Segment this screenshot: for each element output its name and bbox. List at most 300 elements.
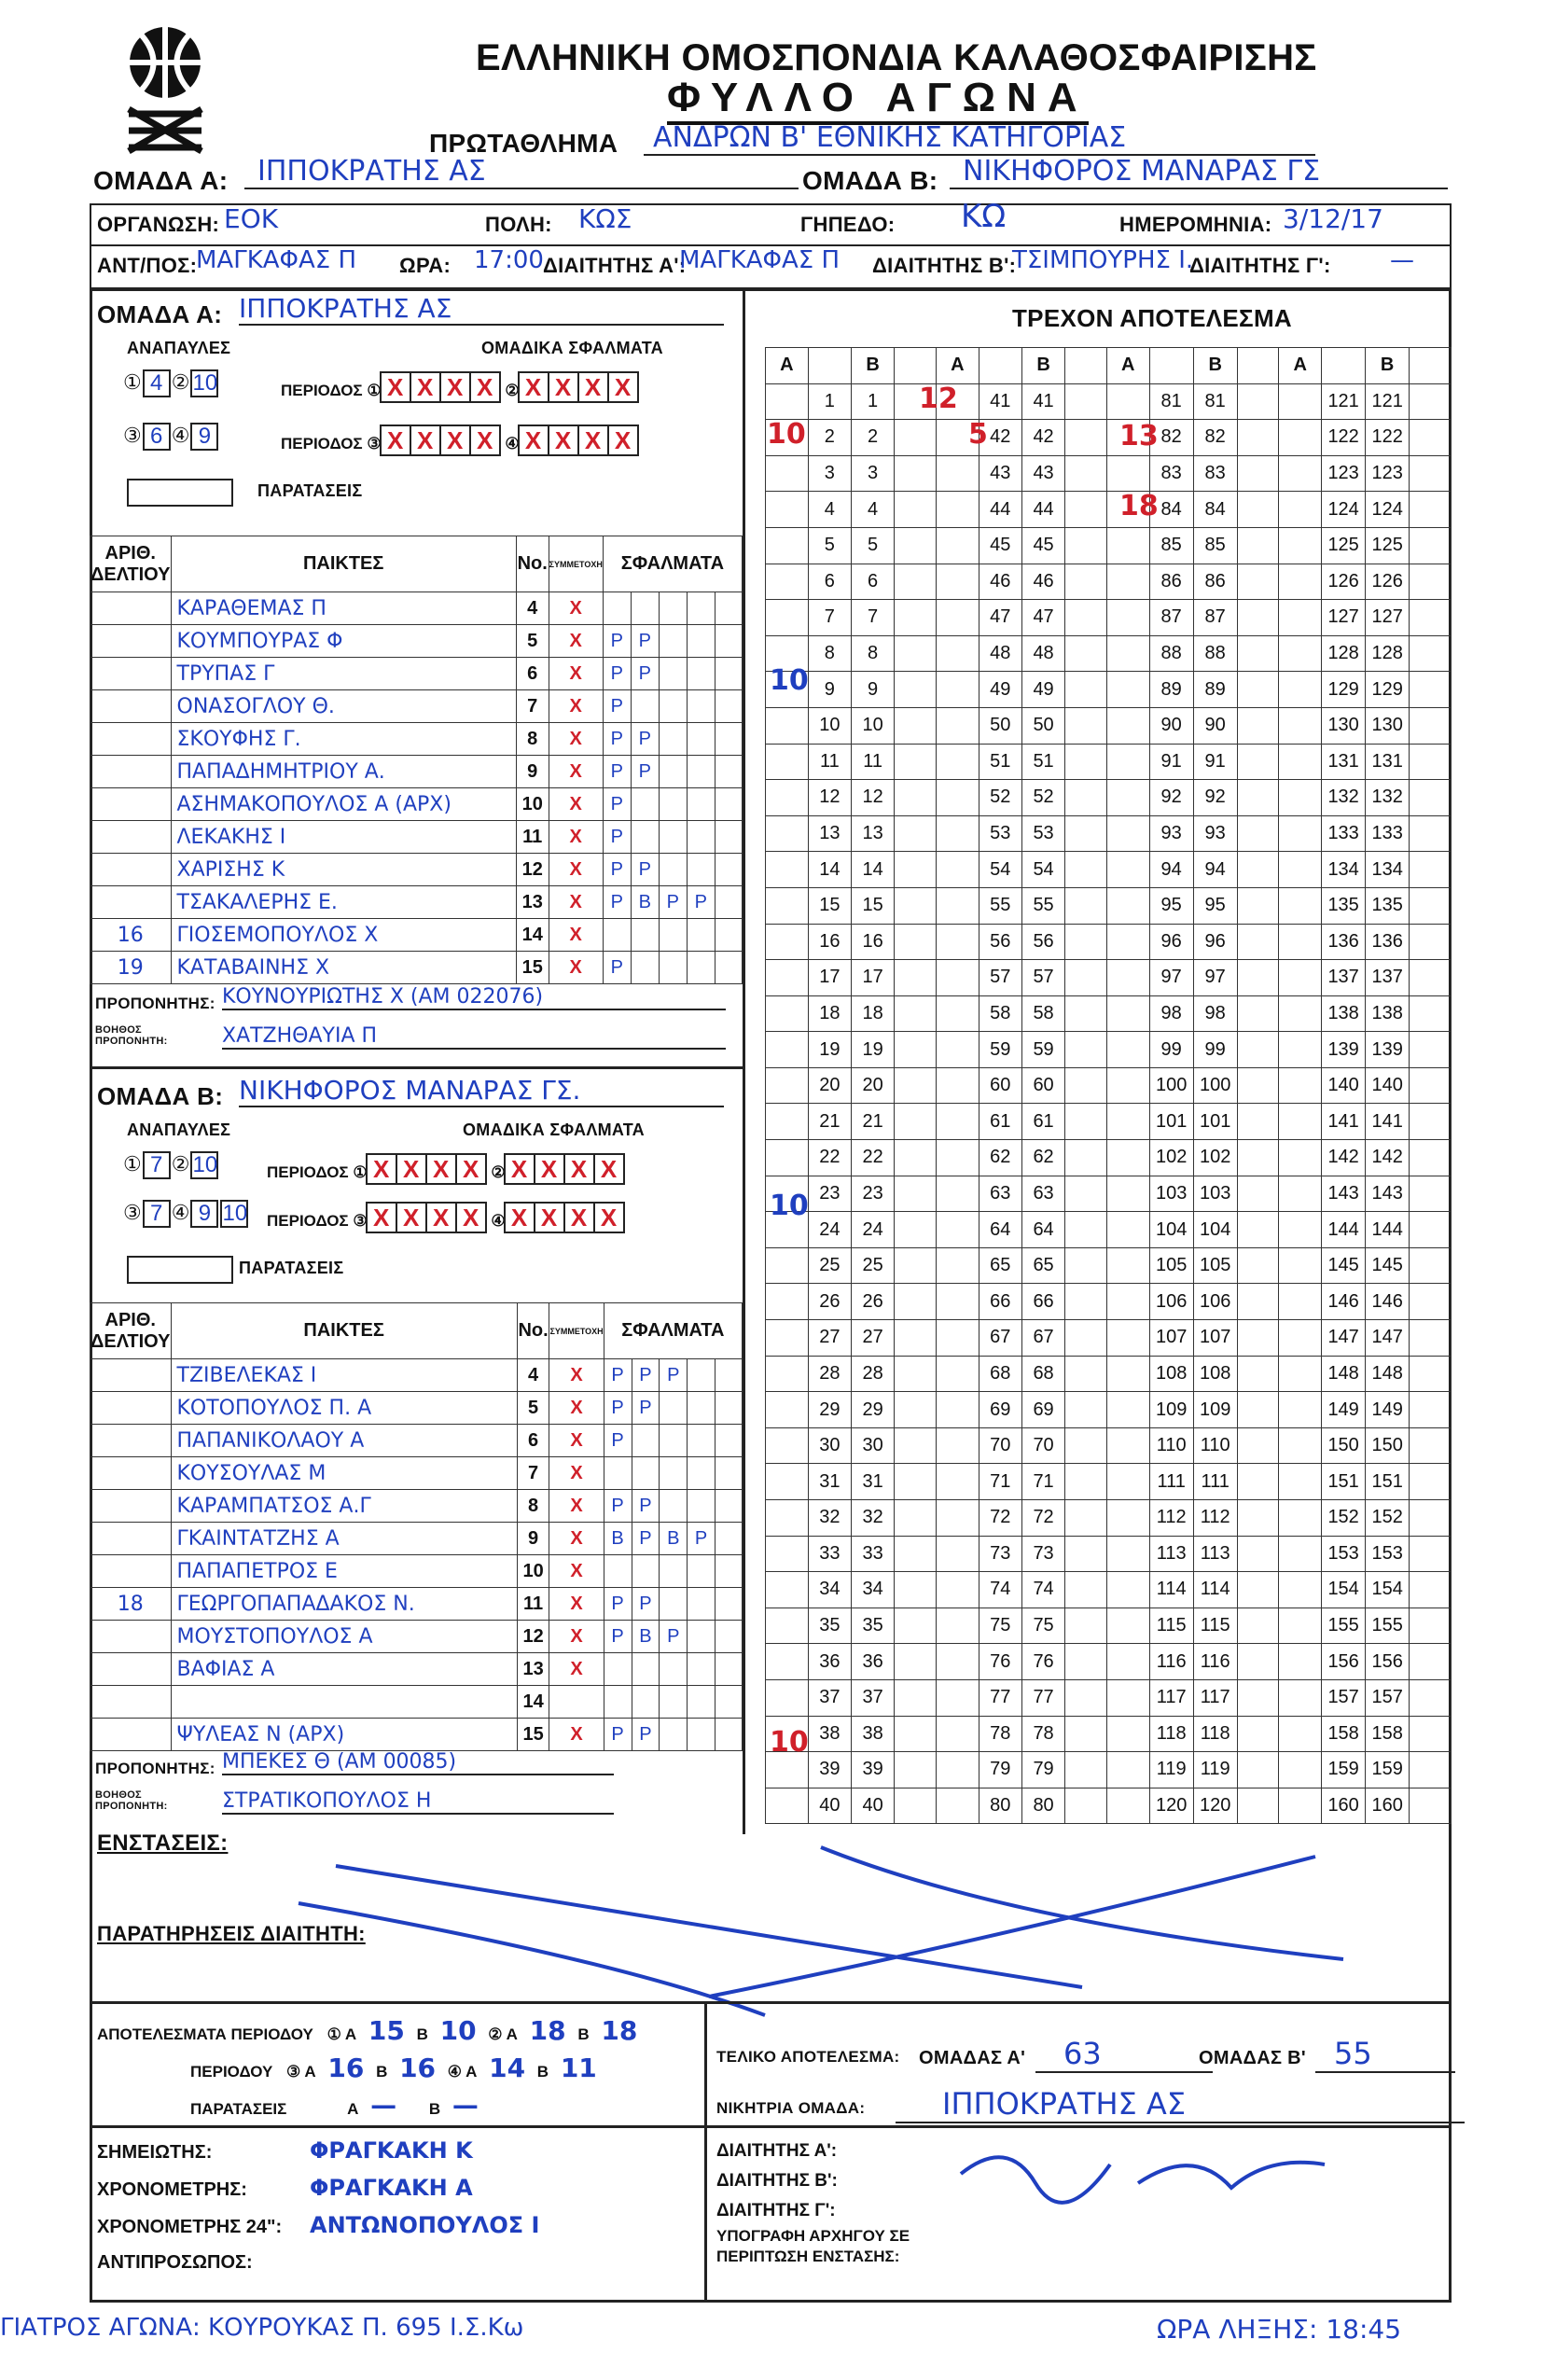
score-mark-b[interactable] [895,1427,937,1464]
score-mark-a[interactable] [1279,1572,1322,1608]
p2-b[interactable]: 18 [601,2015,638,2046]
foul-cell[interactable]: P [604,1392,632,1425]
ref-b-value[interactable]: ΤΣΙΜΠΟΥΡΗΣ Ι. [1012,246,1194,274]
score-mark-b[interactable] [895,1247,937,1284]
foul-cell[interactable] [715,1621,743,1653]
score-mark-a[interactable] [766,1104,809,1140]
ref-c-value[interactable]: — [1390,246,1414,274]
player-name[interactable]: ΣΚΟΥΦΗΣ Γ. [171,723,516,756]
score-mark-b[interactable] [895,1608,937,1644]
player-licence[interactable] [90,723,172,756]
score-mark-b[interactable] [1410,1067,1452,1104]
score-mark-a[interactable] [1106,1140,1149,1176]
score-mark-b[interactable] [1237,635,1279,672]
foul-cell[interactable] [687,788,715,821]
score-mark-b[interactable] [1237,1140,1279,1176]
player-licence[interactable] [90,886,172,919]
player-licence[interactable] [90,592,172,625]
foul-cell[interactable] [688,1457,715,1490]
score-mark-a[interactable] [936,1212,979,1248]
score-mark-b[interactable] [1065,887,1107,924]
score-mark-a[interactable] [1106,1427,1149,1464]
foul-cell[interactable]: P [603,625,631,658]
team-b-block-name[interactable]: ΝΙΚΗΦΟΡΟΣ ΜΑΝΑΡΑΣ ΓΣ. [239,1075,724,1107]
score-mark-a[interactable] [936,1176,979,1212]
score-mark-b[interactable] [1065,1644,1107,1680]
foul-cell[interactable] [660,1425,688,1457]
score-mark-a[interactable] [936,960,979,996]
score-mark-a[interactable] [766,1608,809,1644]
score-mark-b[interactable] [1410,420,1452,456]
timeout-box[interactable]: 4 [143,369,171,397]
score-mark-b[interactable] [1065,1284,1107,1320]
player-name[interactable]: ΓΚΑΙΝΤΑΤΖΗΣ Α [171,1523,517,1555]
score-mark-b[interactable] [1410,1644,1452,1680]
score-mark-a[interactable] [766,383,809,420]
score-mark-b[interactable] [895,924,937,960]
score-mark-b[interactable] [1410,527,1452,564]
player-name[interactable]: ΜΟΥΣΤΟΠΟΥΛΟΣ Α [171,1621,517,1653]
p1-b[interactable]: 10 [439,2015,477,2046]
played-mark[interactable]: X [549,625,603,658]
team-a-block-name[interactable]: ΙΠΠΟΚΡΑΤΗΣ ΑΣ [239,293,724,326]
ot-a[interactable]: — [370,2090,397,2121]
score-mark-a[interactable] [1106,1536,1149,1572]
score-mark-a[interactable] [766,1356,809,1392]
foul-cell[interactable] [688,1621,715,1653]
player-licence[interactable]: 18 [90,1588,172,1621]
score-mark-a[interactable] [766,1320,809,1357]
score-mark-a[interactable] [1279,1212,1322,1248]
score-mark-b[interactable] [1237,1356,1279,1392]
score-mark-a[interactable] [1279,1679,1322,1716]
player-name[interactable]: ΟΝΑΣΟΓΛΟΥ Θ. [171,690,516,723]
score-mark-a[interactable] [936,1500,979,1537]
score-mark-b[interactable] [895,960,937,996]
foul-cell[interactable] [688,1686,715,1719]
played-mark[interactable]: X [549,723,603,756]
foul-cell[interactable]: P [659,886,687,919]
score-mark-a[interactable] [936,852,979,888]
foul-cell[interactable] [687,821,715,854]
score-mark-b[interactable] [1237,1536,1279,1572]
score-mark-a[interactable] [936,1104,979,1140]
foul-cell[interactable] [604,1457,632,1490]
score-mark-a[interactable] [936,744,979,780]
score-mark-b[interactable] [1237,960,1279,996]
score-mark-a[interactable] [1279,1032,1322,1068]
score-mark-b[interactable] [1065,1752,1107,1788]
foul-cell[interactable] [659,690,687,723]
score-mark-b[interactable] [1237,1752,1279,1788]
score-mark-b[interactable] [895,1536,937,1572]
score-mark-b[interactable] [1410,1392,1452,1428]
score-mark-a[interactable] [1106,1320,1149,1357]
played-mark[interactable]: X [549,1588,604,1621]
score-mark-b[interactable] [1410,815,1452,852]
score-mark-a[interactable] [1279,1427,1322,1464]
score-mark-b[interactable] [895,527,937,564]
foul-cell[interactable] [687,592,715,625]
score-mark-a[interactable] [936,1536,979,1572]
score-mark-b[interactable] [1065,1716,1107,1752]
foul-cell[interactable]: P [632,1588,660,1621]
score-mark-b[interactable] [895,564,937,600]
score-mark-b[interactable] [1410,1572,1452,1608]
score-mark-a[interactable] [766,1536,809,1572]
score-mark-b[interactable] [1065,1104,1107,1140]
score-mark-b[interactable] [1410,1716,1452,1752]
played-mark[interactable]: X [549,854,603,886]
score-mark-a[interactable] [1106,1356,1149,1392]
foul-cell[interactable]: P [603,886,631,919]
score-mark-b[interactable] [1065,1788,1107,1824]
score-mark-a[interactable] [1279,1140,1322,1176]
foul-cell[interactable] [631,788,659,821]
score-mark-a[interactable] [1279,815,1322,852]
foul-cell[interactable] [632,1425,660,1457]
score-mark-b[interactable] [895,1140,937,1176]
player-name[interactable]: ΤΣΑΚΑΛΕΡΗΣ Ε. [171,886,516,919]
foul-cell[interactable] [659,952,687,984]
city-value[interactable]: ΚΩΣ [578,203,632,234]
foul-cell[interactable] [660,1555,688,1588]
player-licence[interactable] [90,1457,172,1490]
score-mark-a[interactable] [1279,1608,1322,1644]
timer-value[interactable]: ΦΡΑΓΚΑΚΗ Α [310,2175,473,2201]
foul-cell[interactable]: P [603,952,631,984]
score-mark-a[interactable] [936,635,979,672]
player-licence[interactable] [90,1686,172,1719]
score-mark-a[interactable] [1279,1788,1322,1824]
player-name[interactable]: ΓΕΩΡΓΟΠΑΠΑΔΑΚΟΣ Ν. [171,1588,517,1621]
score-mark-a[interactable] [1106,887,1149,924]
foul-cell[interactable] [632,1555,660,1588]
score-mark-a[interactable] [1279,960,1322,996]
score-mark-b[interactable] [1410,1500,1452,1537]
score-mark-a[interactable] [936,492,979,528]
player-name[interactable]: ΓΙΟΣΕΜΟΠΟΥΛΟΣ Χ [171,919,516,952]
score-mark-a[interactable] [936,707,979,744]
player-licence[interactable] [90,625,172,658]
final-a[interactable]: 63 [1035,2036,1213,2073]
score-mark-a[interactable] [1106,1716,1149,1752]
foul-cell[interactable] [715,952,742,984]
player-name[interactable]: ΤΖΙΒΕΛΕΚΑΣ Ι [171,1359,517,1392]
score-mark-b[interactable] [1237,995,1279,1032]
assistant-b[interactable]: ΣΤΡΑΤΙΚΟΠΟΥΛΟΣ Η [222,1789,614,1815]
foul-cell[interactable] [603,919,631,952]
score-mark-a[interactable] [766,995,809,1032]
player-licence[interactable]: 19 [90,952,172,984]
score-mark-a[interactable] [1279,420,1322,456]
score-mark-b[interactable] [1410,1176,1452,1212]
foul-cell[interactable] [715,690,742,723]
foul-cell[interactable] [715,1653,743,1686]
score-mark-b[interactable] [1237,1572,1279,1608]
score-mark-b[interactable] [895,1679,937,1716]
score-mark-a[interactable] [766,887,809,924]
foul-cell[interactable] [715,592,742,625]
foul-cell[interactable] [659,788,687,821]
foul-cell[interactable] [604,1555,632,1588]
score-mark-b[interactable] [895,1752,937,1788]
score-mark-a[interactable] [766,707,809,744]
foul-cell[interactable]: P [632,1392,660,1425]
score-mark-b[interactable] [1237,1464,1279,1500]
score-mark-a[interactable] [936,527,979,564]
foul-cell[interactable] [659,756,687,788]
foul-cell[interactable]: P [660,1621,688,1653]
foul-cell[interactable]: P [631,723,659,756]
player-licence[interactable] [90,1719,172,1751]
score-mark-b[interactable] [895,1067,937,1104]
p2-a[interactable]: 18 [529,2015,566,2046]
score-mark-a[interactable] [766,852,809,888]
foul-cell[interactable]: B [631,886,659,919]
p1-a[interactable]: 15 [368,2015,405,2046]
coach-a[interactable]: ΚΟΥΝΟΥΡΙΩΤΗΣ Χ (ΑΜ 022076) [222,985,726,1010]
foul-cell[interactable] [632,1457,660,1490]
score-mark-a[interactable] [766,815,809,852]
score-mark-b[interactable] [1065,1464,1107,1500]
score-mark-b[interactable] [1065,455,1107,492]
foul-cell[interactable] [687,658,715,690]
score-mark-b[interactable] [1065,527,1107,564]
foul-cell[interactable] [688,1719,715,1751]
foul-cell[interactable]: P [631,625,659,658]
score-mark-a[interactable] [936,887,979,924]
player-name[interactable]: ΚΑΡΑΘΕΜΑΣ Π [171,592,516,625]
score-mark-a[interactable] [1279,1752,1322,1788]
foul-cell[interactable] [688,1653,715,1686]
score-mark-b[interactable] [895,1212,937,1248]
foul-cell[interactable] [715,886,742,919]
score-mark-b[interactable] [1410,1284,1452,1320]
score-mark-b[interactable] [1065,1536,1107,1572]
played-mark[interactable]: X [549,1490,604,1523]
score-mark-b[interactable] [1065,383,1107,420]
foul-cell[interactable]: P [603,788,631,821]
foul-cell[interactable] [715,1425,743,1457]
player-licence[interactable] [90,1392,172,1425]
score-mark-b[interactable] [895,600,937,636]
score-mark-a[interactable] [1279,527,1322,564]
score-mark-b[interactable] [1410,672,1452,708]
foul-cell[interactable] [632,1686,660,1719]
score-mark-b[interactable] [1237,1679,1279,1716]
timer24-value[interactable]: ΑΝΤΩΝΟΠΟΥΛΟΣ Ι [310,2212,540,2238]
score-mark-b[interactable] [1410,635,1452,672]
score-mark-a[interactable] [766,1464,809,1500]
score-mark-a[interactable] [1279,924,1322,960]
score-mark-b[interactable] [1237,1104,1279,1140]
score-mark-b[interactable] [1237,564,1279,600]
foul-cell[interactable] [715,821,742,854]
score-mark-b[interactable] [895,707,937,744]
score-mark-a[interactable] [1106,1464,1149,1500]
score-mark-b[interactable] [1410,1032,1452,1068]
player-name[interactable]: ΠΑΠΑΝΙΚΟΛΑΟΥ Α [171,1425,517,1457]
score-mark-b[interactable] [895,995,937,1032]
foul-cell[interactable] [632,1653,660,1686]
player-licence[interactable] [90,1359,172,1392]
foul-cell[interactable] [687,854,715,886]
score-mark-a[interactable] [766,492,809,528]
score-mark-b[interactable] [895,1464,937,1500]
assistant-a[interactable]: ΧΑΤΖΗΘΑΥΙΑ Π [222,1024,726,1050]
score-mark-b[interactable] [1410,1536,1452,1572]
score-mark-a[interactable] [1279,744,1322,780]
foul-cell[interactable] [715,1686,743,1719]
foul-cell[interactable] [659,723,687,756]
score-mark-a[interactable] [1106,383,1149,420]
foul-cell[interactable] [659,821,687,854]
played-mark[interactable]: X [549,1555,604,1588]
score-mark-b[interactable] [1410,924,1452,960]
score-mark-a[interactable] [1106,924,1149,960]
foul-cell[interactable] [603,592,631,625]
score-mark-a[interactable] [1279,1067,1322,1104]
foul-cell[interactable] [631,919,659,952]
score-mark-a[interactable] [1106,1752,1149,1788]
foul-cell[interactable]: P [603,690,631,723]
score-mark-b[interactable] [1065,960,1107,996]
score-mark-b[interactable] [1065,1247,1107,1284]
player-name[interactable]: ΚΟΤΟΠΟΥΛΟΣ Π. Α [171,1392,517,1425]
score-mark-b[interactable] [1065,780,1107,816]
score-mark-b[interactable] [895,420,937,456]
score-mark-b[interactable] [1065,1032,1107,1068]
score-mark-a[interactable] [1279,780,1322,816]
final-b[interactable]: 55 [1315,2036,1455,2073]
score-mark-a[interactable] [1106,1500,1149,1537]
foul-cell[interactable] [715,1490,743,1523]
played-mark[interactable]: X [549,1457,604,1490]
score-mark-a[interactable] [1279,1247,1322,1284]
score-mark-a[interactable] [1279,1320,1322,1357]
foul-cell[interactable] [659,592,687,625]
score-mark-a[interactable] [936,1427,979,1464]
foul-cell[interactable] [660,1457,688,1490]
score-mark-b[interactable] [1065,600,1107,636]
score-mark-b[interactable] [1065,1320,1107,1357]
player-licence[interactable] [90,1653,172,1686]
player-licence[interactable]: 16 [90,919,172,952]
score-mark-a[interactable] [1279,1464,1322,1500]
score-mark-b[interactable] [1237,527,1279,564]
foul-cell[interactable] [715,1719,743,1751]
score-mark-a[interactable] [936,815,979,852]
foul-cell[interactable] [715,1588,743,1621]
score-mark-b[interactable] [895,887,937,924]
foul-cell[interactable] [715,854,742,886]
score-mark-a[interactable] [1279,455,1322,492]
foul-cell[interactable]: P [603,658,631,690]
championship-field[interactable]: ΑΝΔΡΩΝ Β' ΕΘΝΙΚΗΣ ΚΑΤΗΓΟΡΙΑΣ [644,121,1315,156]
score-mark-a[interactable] [1106,1608,1149,1644]
score-mark-b[interactable] [895,1356,937,1392]
time-value[interactable]: 17:00 [474,246,544,274]
p4-b[interactable]: 11 [560,2053,597,2083]
score-mark-a[interactable] [936,1644,979,1680]
foul-cell[interactable] [715,919,742,952]
foul-cell[interactable] [715,658,742,690]
score-mark-b[interactable] [1410,780,1452,816]
score-mark-b[interactable] [1410,1752,1452,1788]
score-mark-b[interactable] [1065,1500,1107,1537]
score-mark-a[interactable] [936,924,979,960]
score-mark-b[interactable] [1410,707,1452,744]
score-mark-b[interactable] [1237,672,1279,708]
played-mark[interactable]: X [549,886,603,919]
score-mark-b[interactable] [1237,780,1279,816]
score-mark-b[interactable] [1237,815,1279,852]
score-mark-b[interactable] [895,1320,937,1357]
score-mark-b[interactable] [1237,1716,1279,1752]
foul-cell[interactable] [688,1392,715,1425]
score-mark-b[interactable] [1065,1212,1107,1248]
player-licence[interactable] [90,756,172,788]
score-mark-a[interactable] [1106,1679,1149,1716]
score-mark-a[interactable] [766,1140,809,1176]
foul-cell[interactable]: P [603,854,631,886]
foul-cell[interactable] [688,1490,715,1523]
score-mark-a[interactable] [1106,707,1149,744]
score-mark-b[interactable] [1410,852,1452,888]
score-mark-a[interactable] [1106,1284,1149,1320]
foul-cell[interactable]: P [688,1523,715,1555]
score-mark-a[interactable] [1106,564,1149,600]
score-mark-b[interactable] [1237,1500,1279,1537]
score-mark-a[interactable] [766,960,809,996]
score-mark-a[interactable] [766,1644,809,1680]
foul-cell[interactable] [688,1359,715,1392]
player-name[interactable]: ΛΕΚΑΚΗΣ Ι [171,821,516,854]
foul-cell[interactable]: P [603,723,631,756]
score-mark-a[interactable] [766,1284,809,1320]
score-mark-a[interactable] [1106,1788,1149,1824]
foul-cell[interactable]: P [604,1490,632,1523]
team-b-field[interactable]: ΝΙΚΗΦΟΡΟΣ ΜΑΝΑΡΑΣ ΓΣ [950,155,1448,189]
score-mark-a[interactable] [936,1752,979,1788]
score-mark-b[interactable] [1065,1356,1107,1392]
score-mark-a[interactable] [1279,383,1322,420]
score-mark-a[interactable] [936,1284,979,1320]
score-mark-b[interactable] [895,852,937,888]
p4-a[interactable]: 14 [489,2053,526,2083]
score-mark-a[interactable] [766,1067,809,1104]
score-mark-a[interactable] [1279,1644,1322,1680]
player-licence[interactable] [90,658,172,690]
score-mark-b[interactable] [1237,1284,1279,1320]
score-mark-b[interactable] [1065,1067,1107,1104]
foul-cell[interactable] [715,1523,743,1555]
foul-cell[interactable] [687,690,715,723]
foul-cell[interactable]: P [632,1523,660,1555]
player-licence[interactable] [90,821,172,854]
score-mark-a[interactable] [936,1032,979,1068]
score-mark-a[interactable] [1106,960,1149,996]
score-mark-b[interactable] [1237,1032,1279,1068]
foul-cell[interactable]: B [660,1523,688,1555]
player-licence[interactable] [90,854,172,886]
score-mark-a[interactable] [1279,635,1322,672]
score-mark-b[interactable] [1237,887,1279,924]
coach-b[interactable]: ΜΠΕΚΕΣ Θ (ΑΜ 00085) [222,1750,614,1775]
score-mark-b[interactable] [1237,1644,1279,1680]
score-mark-a[interactable] [1279,492,1322,528]
